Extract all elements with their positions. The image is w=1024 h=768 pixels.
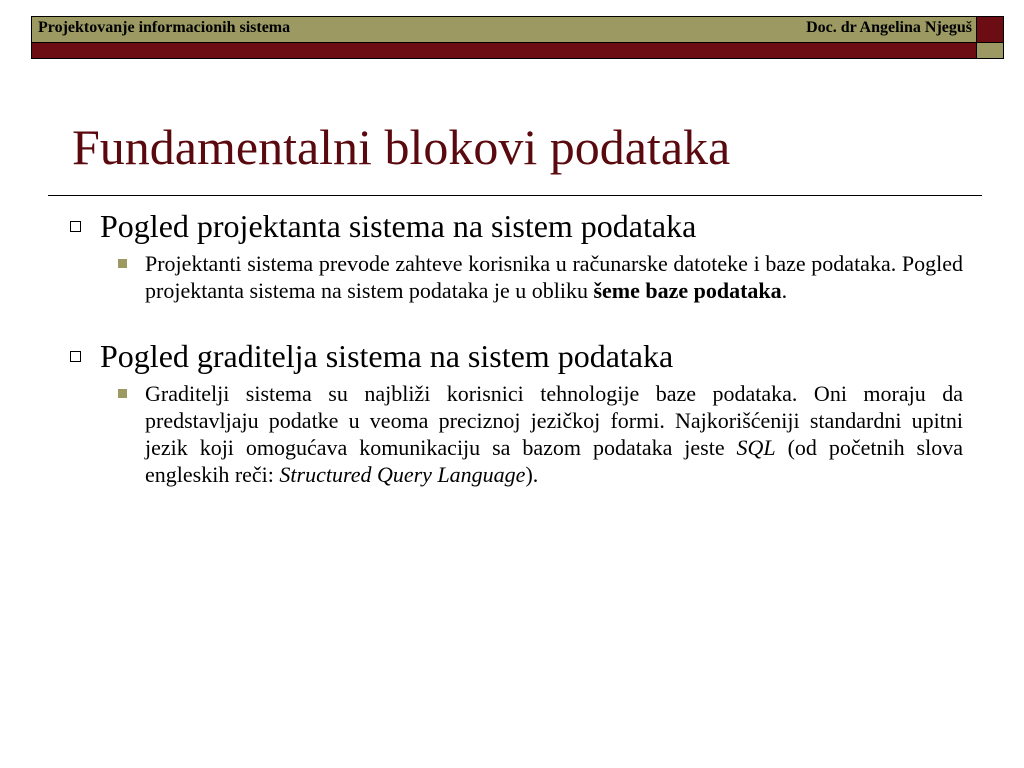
author-name: Doc. dr Angelina Njeguš [806, 19, 972, 36]
section-bullet [114, 380, 963, 488]
hollow-square-bullet-icon [70, 221, 81, 232]
bullet-italic-expansion: Structured Query Language [279, 462, 526, 487]
slide-title: Fundamentalni blokovi podataka [72, 119, 731, 175]
title-divider [48, 195, 982, 196]
section-heading [66, 338, 966, 374]
section-heading [66, 208, 966, 244]
course-title: Projektovanje informacionih sistema [38, 19, 291, 36]
filled-square-bullet-icon [118, 389, 127, 398]
section-heading-text: Pogled projektanta sistema na sistem podataka [100, 208, 697, 244]
bullet-text-end: ). [525, 462, 539, 487]
section-heading-text: Pogled graditelja sistema na sistem podataka [100, 338, 674, 374]
bullet-text-middle: (od početnih slova engleskih reči: [145, 435, 963, 487]
bullet-text: Graditelji sistema su najbliži korisnici tehnologije baze podataka. Oni moraju da predstavljaju podatke u veoma preciznoj jezičkoj formi. Najkorišćeniji standardni upitni jezik koji omogućava komunikaciju sa bazom podataka jeste [145, 381, 963, 460]
bullet-text-end: . [781, 278, 788, 303]
slide-content [66, 208, 966, 488]
section-bullet [114, 250, 963, 304]
header-corner-block-bottom [977, 43, 1004, 59]
bullet-bold-term: šeme baze podataka [593, 278, 782, 303]
filled-square-bullet-icon [118, 259, 127, 268]
hollow-square-bullet-icon [70, 351, 81, 362]
bullet-italic-sql: SQL [736, 435, 776, 460]
bullet-text: Projektanti sistema prevode zahteve korisnika u računarske datoteke i baze podataka. Pogled projektanta sistema na sistem podataka je u obliku [145, 251, 963, 303]
header-corner-block-top [977, 16, 1004, 43]
header-maroon-strip [31, 43, 977, 59]
